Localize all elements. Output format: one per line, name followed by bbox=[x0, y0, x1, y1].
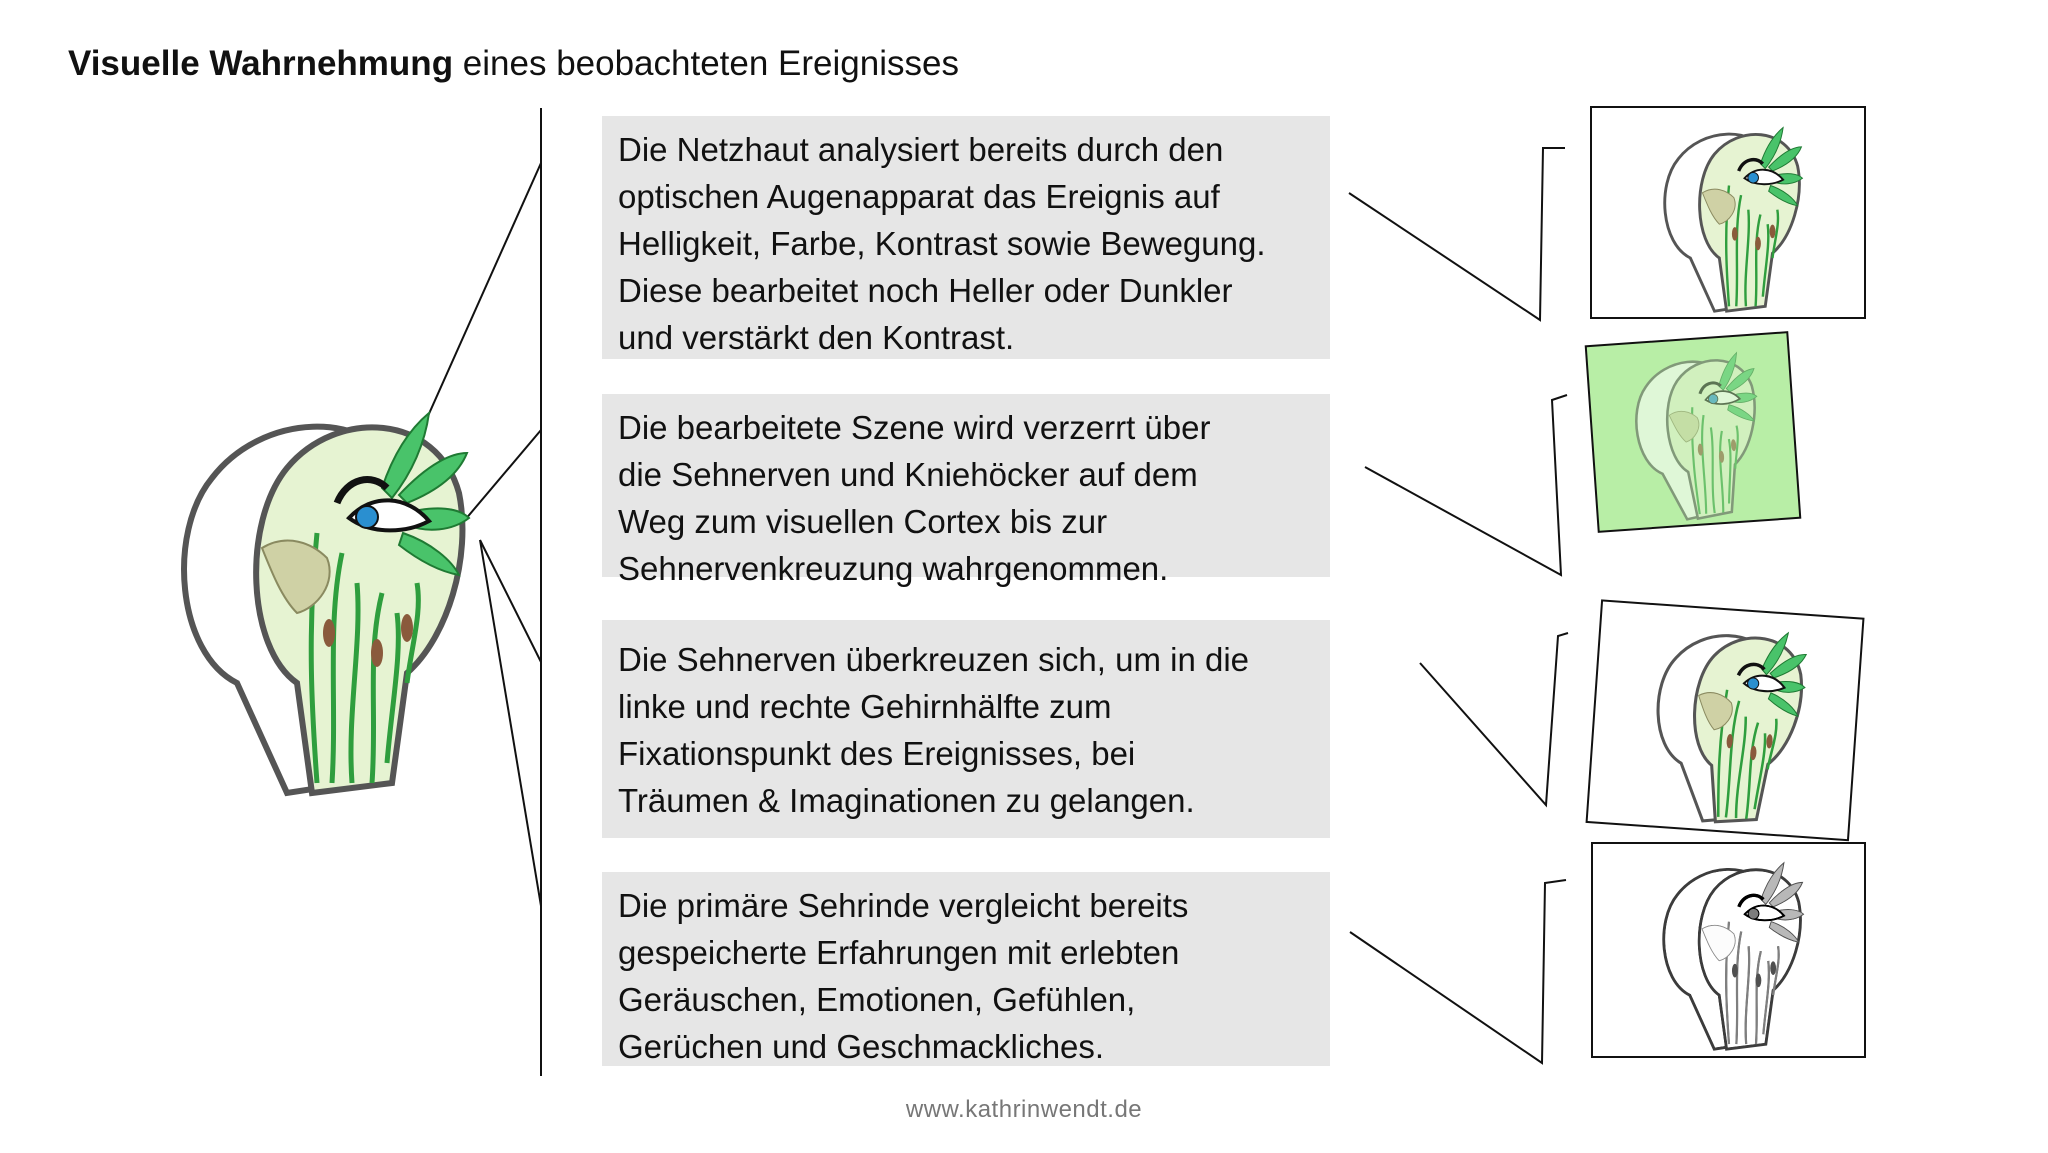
step-box-visual-cortex: Die primäre Sehrinde vergleicht bereits gespeicherte Erfahrungen mit erlebten Geräuschen, Emotionen, Gefühlen, Gerüchen und Geschmackliches. bbox=[602, 872, 1330, 1066]
thumbnail-bw-4 bbox=[1592, 843, 1865, 1057]
footer-url: www.kathrinwendt.de bbox=[905, 1096, 1143, 1123]
title-rest: eines beobachteten Ereignisses bbox=[453, 44, 959, 83]
title-bold: Visuelle Wahrnehmung bbox=[68, 44, 454, 83]
step-box-chiasm: Die Sehnerven überkreuzen sich, um in die linke und rechte Gehirnhälfte zum Fixationspunkt des Ereignisses, bei Träumen & Imaginationen zu gelangen. bbox=[602, 620, 1330, 838]
thumbnail-color-3 bbox=[1587, 600, 1864, 840]
thumbnail-color-1 bbox=[1591, 107, 1865, 318]
thumbnail-connectors bbox=[1349, 148, 1568, 1063]
main-keyhole-illustration bbox=[184, 413, 469, 793]
thumbnail-green-2 bbox=[1586, 332, 1800, 532]
step-box-retina: Die Netzhaut analysiert bereits durch den optischen Augenapparat das Ereignis auf Helligkeit, Farbe, Kontrast sowie Bewegung. Diese bearbeitet noch Heller oder Dunkler und verstärkt den Kontrast. bbox=[602, 116, 1330, 359]
step-box-optic-nerve: Die bearbeitete Szene wird verzerrt über die Sehnerven und Kniehöcker auf dem Weg zum visuellen Cortex bis zur Sehnervenkreuzung wahrgenommen. bbox=[602, 394, 1330, 577]
